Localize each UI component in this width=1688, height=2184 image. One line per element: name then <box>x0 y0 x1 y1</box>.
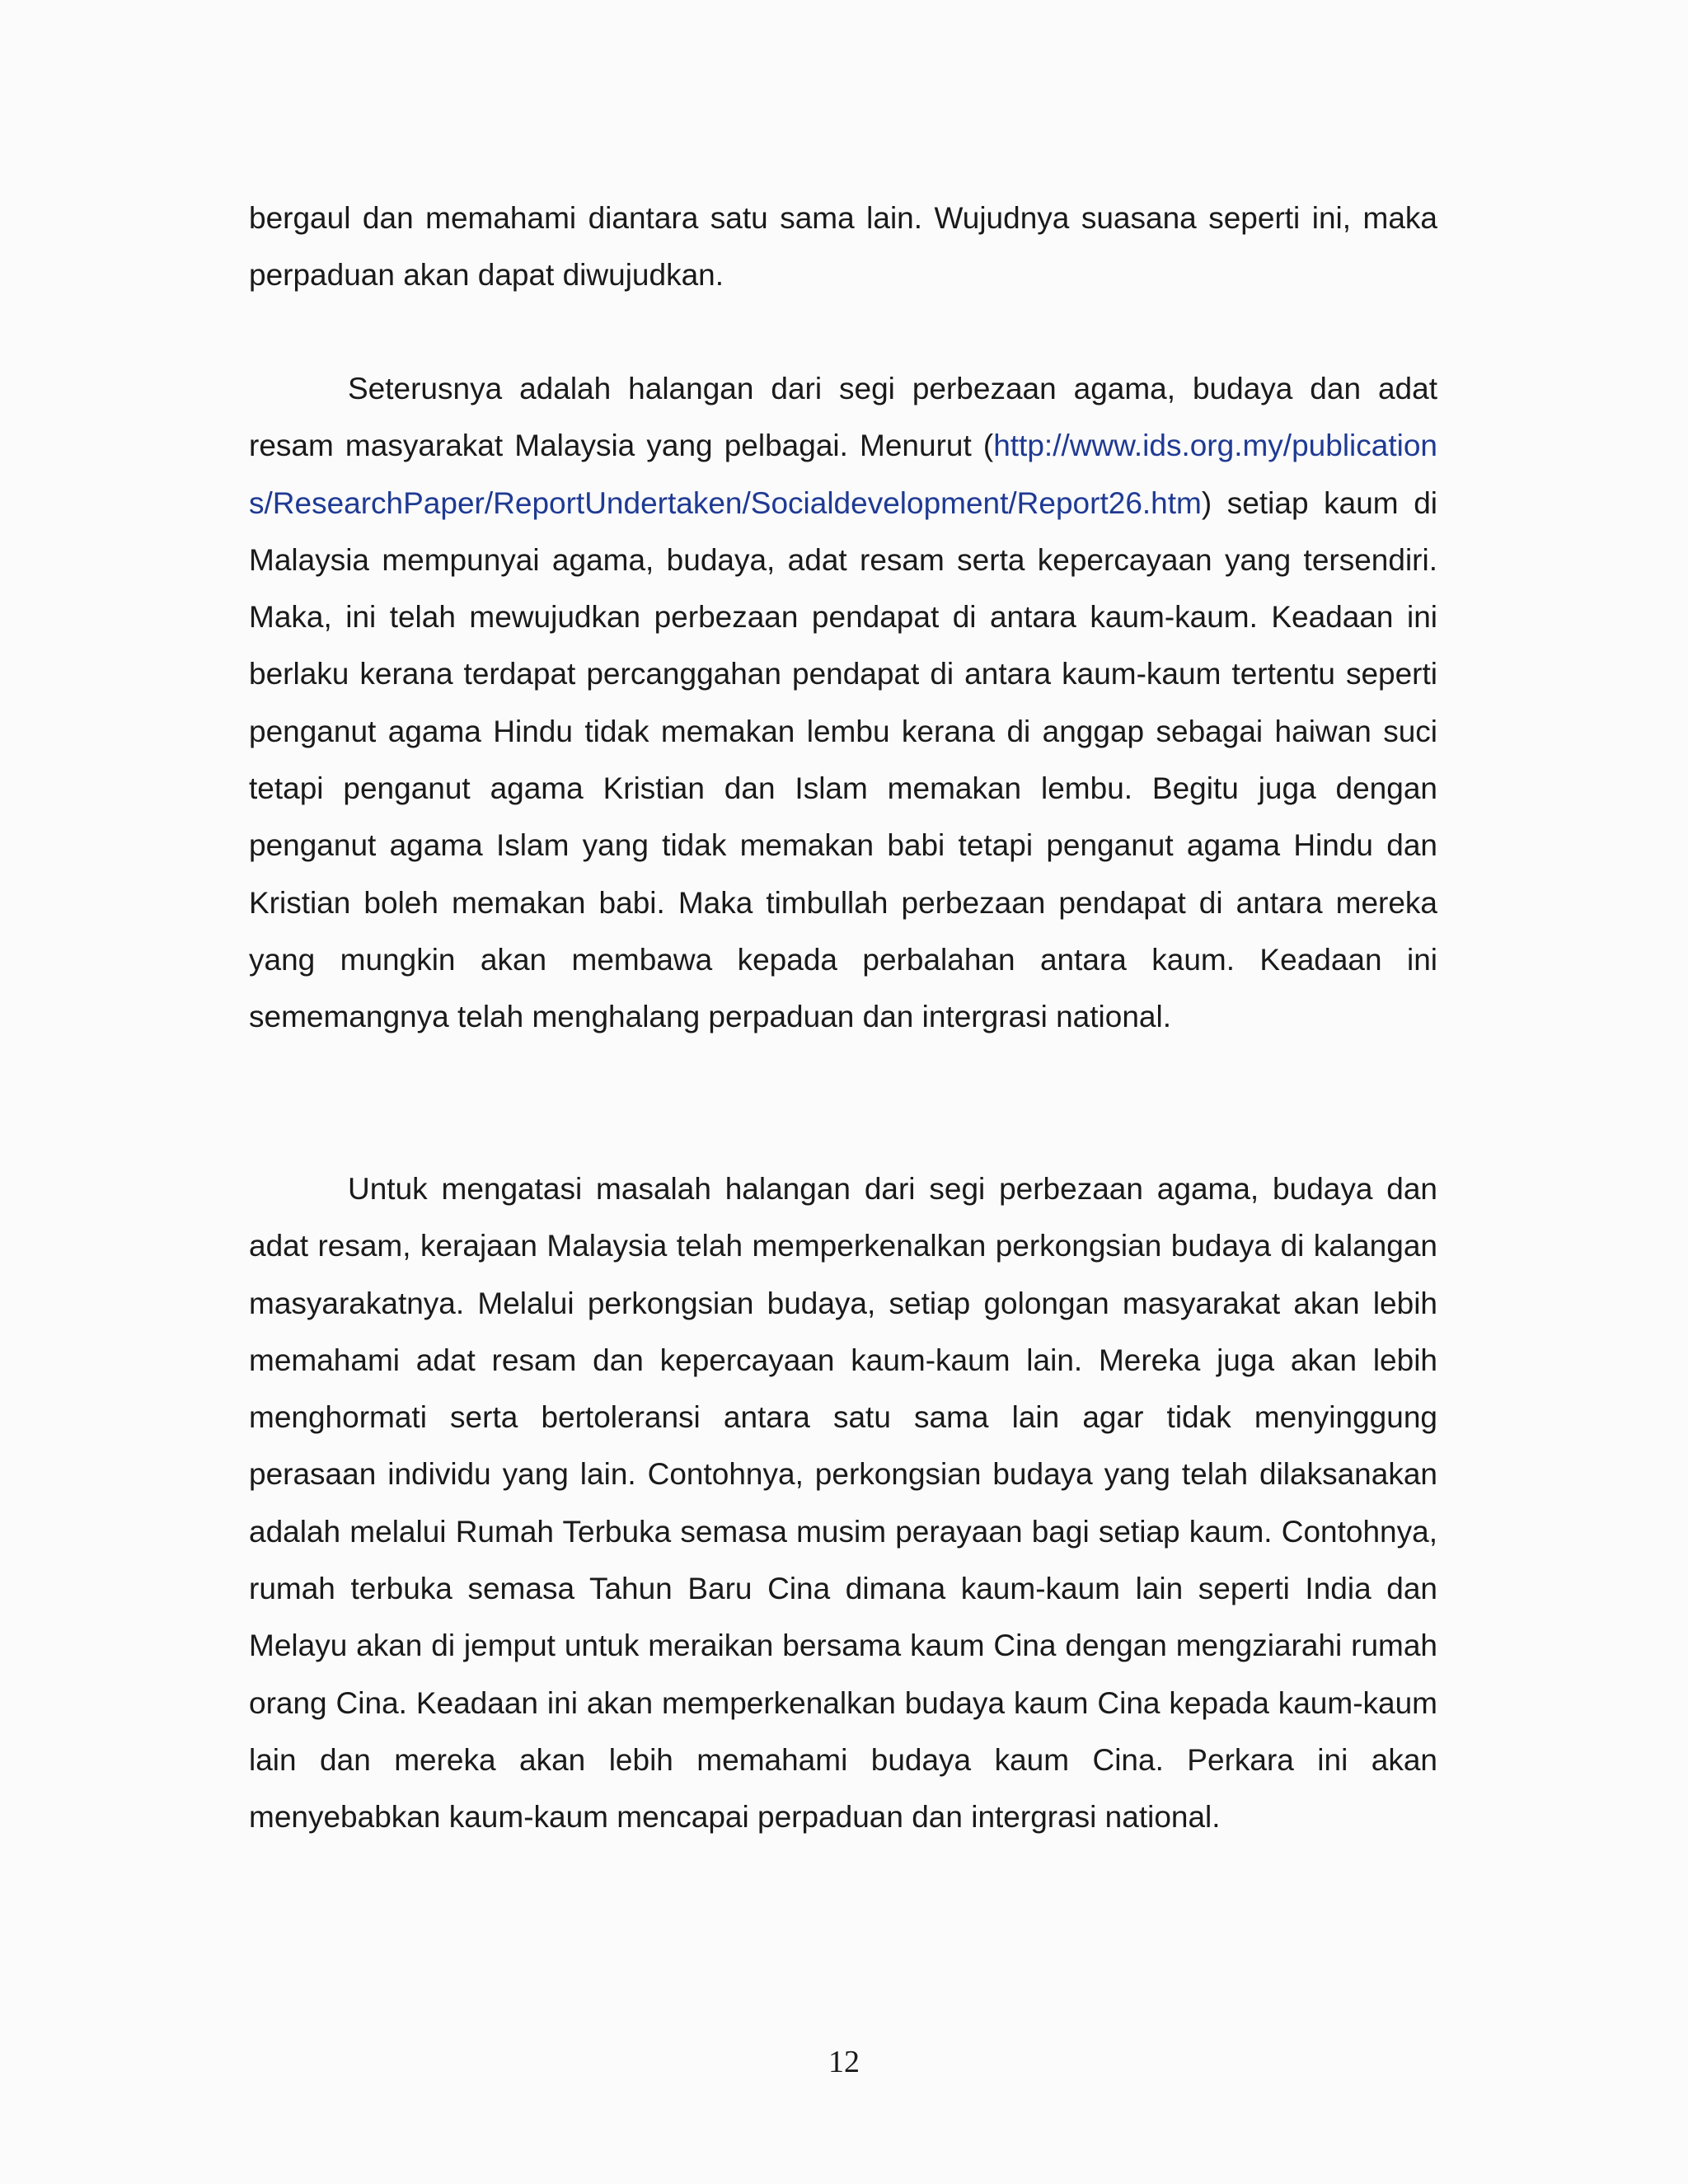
paragraph-continuation <box>249 190 1437 304</box>
paragraph-1-text: bergaul dan memahami diantara satu sama lain. Wujudnya suasana seperti ini, maka perpaduan akan dapat diwujudkan. <box>249 201 1437 293</box>
paragraph-2-body: ) setiap kaum di Malaysia mempunyai agama, budaya, adat resam serta kepercayaan yang tersendiri. Maka, ini telah mewujudkan perbezaan pendapat di antara kaum-kaum. Keadaan ini berlaku kerana terdapat percanggahan pendapat di antara kaum-kaum tertentu seperti penganut agama Hindu tidak memakan lembu kerana di anggap sebagai haiwan suci tetapi penganut agama Kristian dan Islam memakan lembu. Begitu juga dengan penganut agama Islam yang tidak memakan babi tetapi penganut agama Hindu dan Kristian boleh memakan babi. Maka timbullah perbezaan pendapat di antara mereka yang mungkin akan membawa kepada perbalahan antara kaum. Keadaan ini sememangnya telah menghalang perpaduan dan intergrasi national. <box>249 485 1437 1034</box>
paragraph-religion-culture <box>249 360 1437 1046</box>
paragraph-3-text: Untuk mengatasi masalah halangan dari segi perbezaan agama, budaya dan adat resam, kerajaan Malaysia telah memperkenalkan perkongsian budaya di kalangan masyarakatnya. Melalui perkongsian budaya, setiap golongan masyarakat akan lebih memahami adat resam dan kepercayaan kaum-kaum lain. Mereka juga akan lebih menghormati serta bertoleransi antara satu sama lain agar tidak menyinggung perasaan individu yang lain. Contohnya, perkongsian budaya yang telah dilaksanakan adalah melalui Rumah Terbuka semasa musim perayaan bagi setiap kaum. Contohnya, rumah terbuka semasa Tahun Baru Cina dimana kaum-kaum lain seperti India dan Melayu akan di jemput untuk meraikan bersama kaum Cina dengan mengziarahi rumah orang Cina. Keadaan ini akan memperkenalkan budaya kaum Cina kepada kaum-kaum lain dan mereka akan lebih memahami budaya kaum Cina. Perkara ini akan menyebabkan kaum-kaum mencapai perpaduan dan intergrasi national. <box>249 1172 1437 1835</box>
paragraph-cultural-sharing <box>249 1160 1437 1846</box>
paragraph-2-text <box>249 360 1437 1046</box>
reference-link[interactable]: http://www.ids.org.my/publications/ResearchPaper/ReportUndertaken/Socialdevelopment/Report26.htm <box>249 429 1437 520</box>
paragraph-2-intro: Seterusnya adalah halangan dari segi perbezaan agama, budaya dan adat resam masyarakat Malaysia yang pelbagai. Menurut ( <box>249 372 1437 463</box>
page-number: 12 <box>828 2045 860 2079</box>
